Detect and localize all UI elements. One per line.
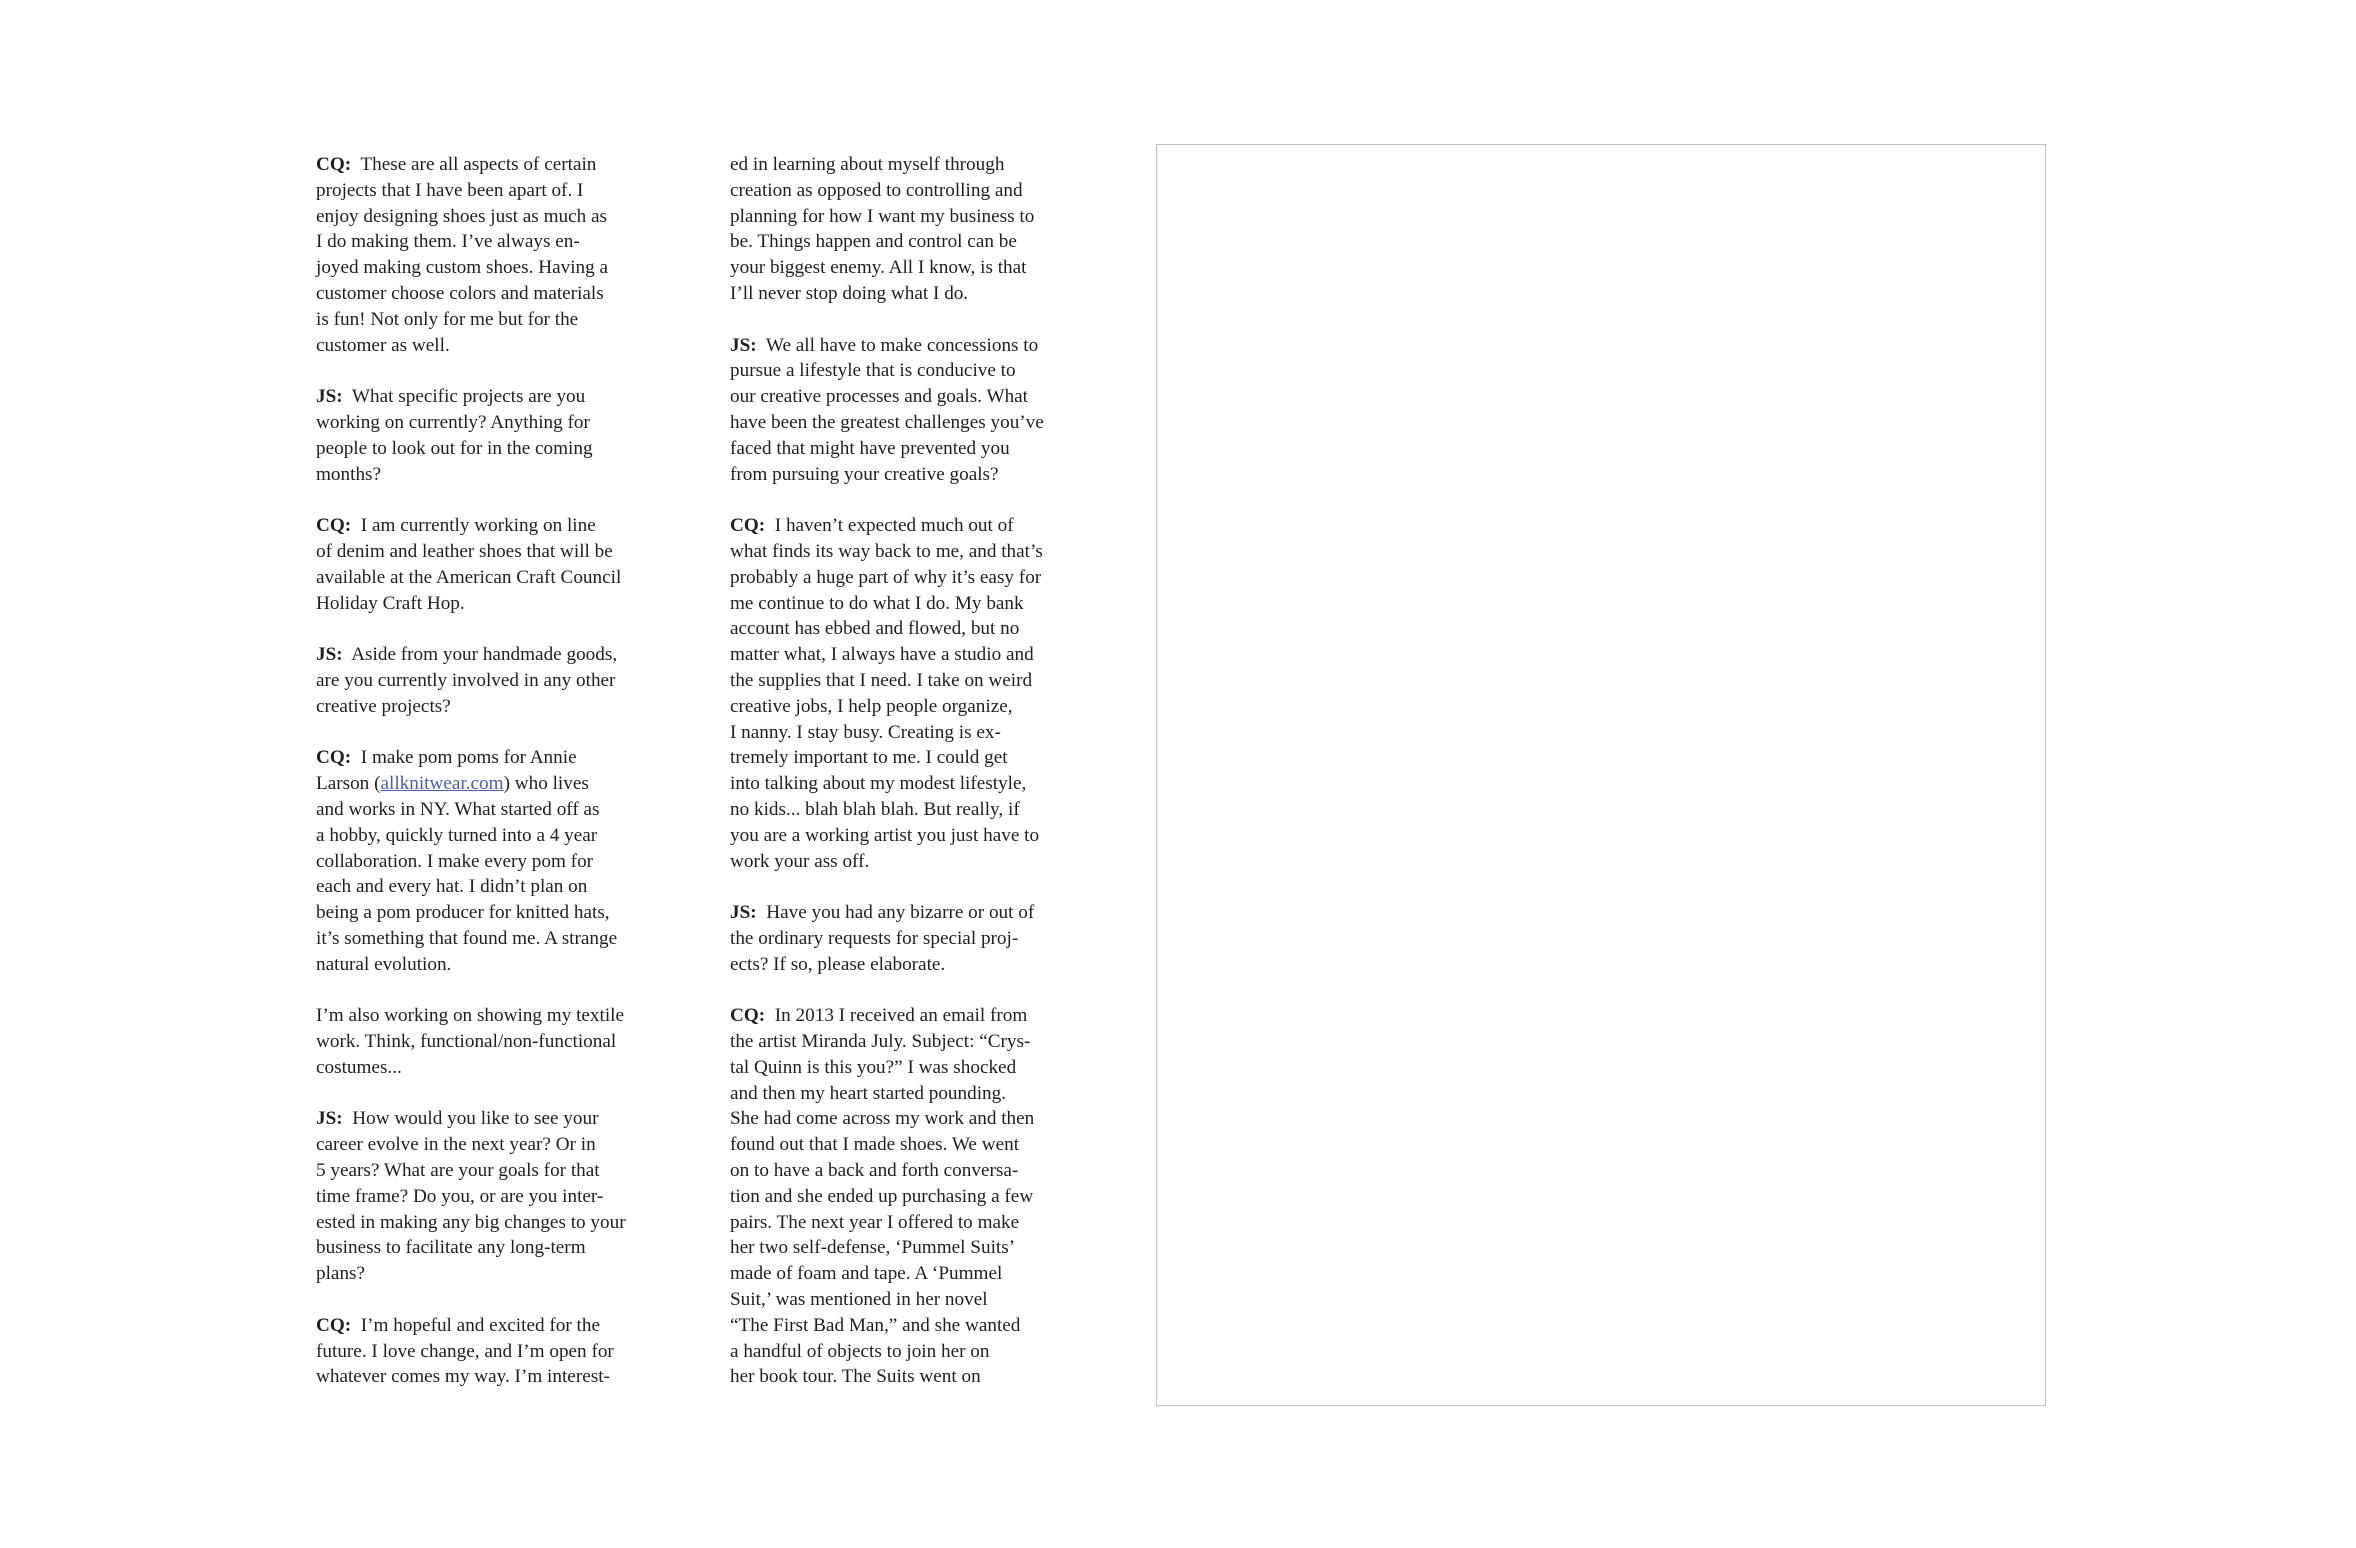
text-line [316, 771, 671, 797]
speaker-label: JS: [316, 386, 343, 408]
text-line: ed in learning about myself through [730, 154, 1005, 175]
text-line: are you currently involved in any other [316, 669, 616, 691]
text-line: ects? If so, please elaborate. [730, 953, 946, 975]
allknitwear-link[interactable]: allknitwear.com [380, 773, 504, 795]
text-line: your biggest enemy. All I know, is that [730, 257, 1027, 279]
text-line: her two self-defense, ‘Pummel Suits’ [730, 1237, 1016, 1259]
text-line: How would you like to see your [352, 1108, 599, 1130]
text-fragment: Larson ( [316, 773, 381, 795]
text-line: have been the greatest challenges you’ve [730, 411, 1044, 433]
speaker-label: CQ: [730, 515, 766, 537]
text-line: being a pom producer for knitted hats, [316, 902, 610, 924]
text-line: time frame? Do you, or are you inter- [316, 1185, 604, 1207]
question-paragraph [316, 1106, 671, 1287]
text-line: be. Things happen and control can be [730, 231, 1017, 253]
text-line: the supplies that I need. I take on weird [730, 669, 1033, 691]
text-line: months? [316, 463, 382, 485]
text-line: I do making them. I’ve always en- [316, 231, 580, 253]
speaker-label: JS: [316, 644, 343, 666]
answer-paragraph [316, 513, 671, 616]
text-line: costumes... [316, 1056, 402, 1078]
text-line: her book tour. The Suits went on [730, 1366, 981, 1388]
text-line: our creative processes and goals. What [730, 386, 1029, 408]
text-line: ested in making any big changes to your [316, 1211, 626, 1233]
text-line: me continue to do what I do. My bank [730, 592, 1024, 614]
text-line: I’m hopeful and excited for the [360, 1314, 600, 1336]
text-line: business to facilitate any long-term [316, 1237, 586, 1259]
text-fragment: ) who lives [503, 773, 589, 795]
interview-column-left [316, 152, 671, 1416]
text-line: probably a huge part of why it’s easy for [730, 566, 1042, 588]
question-paragraph [730, 900, 1075, 977]
text-line: faced that might have prevented you [730, 437, 1010, 459]
answer-continuation-paragraph [730, 152, 1075, 307]
text-line: customer as well. [316, 334, 450, 356]
text-line: I’m also working on showing my textile [316, 1005, 625, 1027]
text-line: it’s something that found me. A strange [316, 927, 618, 949]
interview-column-right [730, 152, 1075, 1416]
question-paragraph [316, 642, 671, 719]
text-line: each and every hat. I didn’t plan on [316, 876, 588, 898]
text-line: and works in NY. What started off as [316, 798, 600, 820]
speaker-label: JS: [730, 334, 757, 356]
answer-paragraph [316, 152, 671, 358]
question-paragraph [730, 333, 1075, 488]
text-line: I’ll never stop doing what I do. [730, 282, 969, 304]
text-line: customer choose colors and materials [316, 282, 604, 304]
text-line: available at the American Craft Council [316, 566, 622, 588]
text-line: future. I love change, and I’m open for [316, 1340, 614, 1362]
text-line: I nanny. I stay busy. Creating is ex- [730, 721, 1001, 743]
answer-paragraph [316, 745, 671, 977]
text-line: whatever comes my way. I’m interest- [316, 1366, 610, 1388]
text-line: work your ass off. [730, 850, 870, 872]
answer-paragraph [316, 1003, 671, 1080]
speaker-label: JS: [316, 1108, 343, 1130]
text-line: working on currently? Anything for [316, 411, 590, 433]
question-paragraph [316, 384, 671, 487]
text-line: tremely important to me. I could get [730, 747, 1008, 769]
text-line: you are a working artist you just have to [730, 824, 1040, 846]
text-line: enjoy designing shoes just as much as [316, 205, 607, 227]
text-line: I make pom poms for Annie [360, 747, 577, 769]
text-line: account has ebbed and flowed, but no [730, 618, 1020, 640]
speaker-label: CQ: [316, 154, 352, 175]
text-line: is fun! Not only for me but for the [316, 308, 579, 330]
text-line: what finds its way back to me, and that’s [730, 540, 1043, 562]
text-line: pursue a lifestyle that is conducive to [730, 360, 1016, 382]
text-line: I am currently working on line [360, 515, 596, 537]
text-line: on to have a back and forth conversa- [730, 1160, 1019, 1182]
text-line: Holiday Craft Hop. [316, 592, 465, 614]
text-line: Aside from your handmade goods, [351, 644, 618, 666]
text-line: a hobby, quickly turned into a 4 year [316, 824, 598, 846]
text-line: into talking about my modest lifestyle, [730, 773, 1027, 795]
text-line: from pursuing your creative goals? [730, 463, 999, 485]
text-line: tal Quinn is this you?” I was shocked [730, 1056, 1017, 1078]
text-line: tion and she ended up purchasing a few [730, 1185, 1034, 1207]
portrait-photo [1156, 144, 2046, 1406]
text-line: creative projects? [316, 695, 451, 717]
text-line: collaboration. I make every pom for [316, 850, 594, 872]
text-line: the ordinary requests for special proj- [730, 927, 1019, 949]
text-line: no kids... blah blah blah. But really, if [730, 798, 1020, 820]
speaker-label: CQ: [316, 1314, 352, 1336]
text-line: “The First Bad Man,” and she wanted [730, 1314, 1021, 1336]
text-line: of denim and leather shoes that will be [316, 540, 613, 562]
portrait-image [1156, 144, 2046, 1406]
text-line: and then my heart started pounding. [730, 1082, 1007, 1104]
speaker-label: JS: [730, 902, 757, 924]
text-line: natural evolution. [316, 953, 452, 975]
text-line: We all have to make concessions to [765, 334, 1039, 356]
text-line: 5 years? What are your goals for that [316, 1160, 600, 1182]
text-line: joyed making custom shoes. Having a [316, 257, 609, 279]
text-line: projects that I have been apart of. I [316, 179, 584, 201]
text-line: Have you had any bizarre or out of [766, 902, 1035, 924]
text-line: found out that I made shoes. We went [730, 1134, 1020, 1156]
text-line: These are all aspects of certain [360, 154, 597, 175]
speaker-label: CQ: [316, 515, 352, 537]
text-line: matter what, I always have a studio and [730, 644, 1034, 666]
text-line: a handful of objects to join her on [730, 1340, 990, 1362]
speaker-label: CQ: [316, 747, 352, 769]
text-line: work. Think, functional/non-functional [316, 1031, 617, 1053]
text-line: Suit,’ was mentioned in her novel [730, 1289, 988, 1311]
text-line: made of foam and tape. A ‘Pummel [730, 1263, 1003, 1285]
text-line: I haven’t expected much out of [774, 515, 1014, 537]
answer-paragraph [730, 1003, 1075, 1390]
speaker-label: CQ: [730, 1005, 766, 1027]
answer-paragraph [316, 1313, 671, 1390]
text-line: pairs. The next year I offered to make [730, 1211, 1020, 1233]
text-line: She had come across my work and then [730, 1108, 1035, 1130]
answer-paragraph [730, 513, 1075, 874]
text-line: creation as opposed to controlling and [730, 179, 1023, 201]
text-line: the artist Miranda July. Subject: “Crys- [730, 1031, 1031, 1053]
text-line: plans? [316, 1263, 366, 1285]
text-line: people to look out for in the coming [316, 437, 593, 459]
text-line: What specific projects are you [351, 386, 586, 408]
text-line: planning for how I want my business to [730, 205, 1035, 227]
text-line: In 2013 I received an email from [774, 1005, 1028, 1027]
text-line: creative jobs, I help people organize, [730, 695, 1013, 717]
text-line: career evolve in the next year? Or in [316, 1134, 596, 1156]
